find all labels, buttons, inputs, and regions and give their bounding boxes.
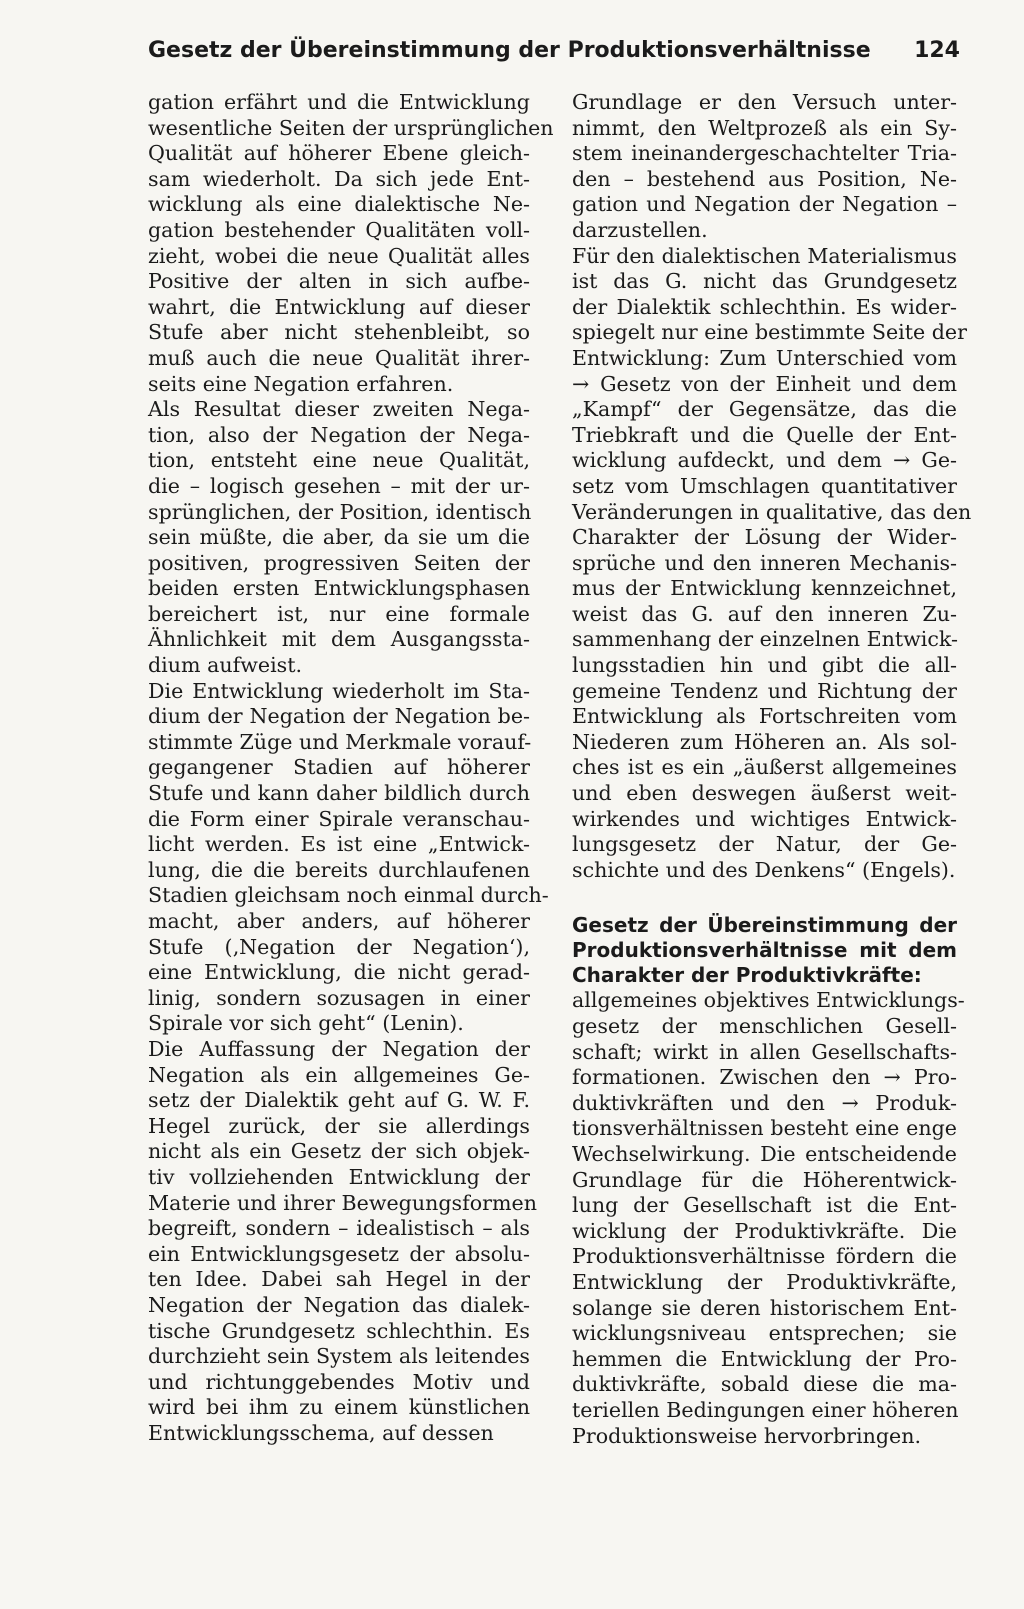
text-line: wicklung der Produktivkräfte. Die xyxy=(572,1218,957,1243)
text-line: solange sie deren historischem Ent- xyxy=(572,1295,957,1320)
text-line: setz der Dialektik geht auf G. W. F. xyxy=(148,1088,530,1113)
text-line: weist das G. auf den inneren Zu- xyxy=(572,601,957,626)
text-line: wicklung aufdeckt, und dem → Ge- xyxy=(572,448,957,473)
text-line: duktivkräften und den → Produk- xyxy=(572,1090,957,1115)
text-line: hemmen die Entwicklung der Pro- xyxy=(572,1346,957,1371)
text-line: wahrt, die Entwicklung auf dieser xyxy=(148,294,530,319)
text-line: die Form einer Spirale veranschau- xyxy=(148,806,530,831)
text-line: sammenhang der einzelnen Entwick- xyxy=(572,627,958,652)
text-line: wicklungsniveau entsprechen; sie xyxy=(572,1321,957,1346)
entry-heading-line: Produktionsverhältnisse mit dem xyxy=(572,938,957,963)
text-line: muß auch die neue Qualität ihrer- xyxy=(148,345,530,370)
text-line: wird bei ihm zu einem künstlichen xyxy=(148,1395,530,1420)
text-line: Veränderungen in qualitative, das den xyxy=(572,499,972,524)
text-line: licht werden. Es ist eine „Entwick- xyxy=(148,832,530,857)
text-line: gation und Negation der Negation – xyxy=(572,192,957,217)
text-line: ten Idee. Dabei sah Hegel in der xyxy=(148,1267,530,1292)
text-line: Stufe (‚Negation der Negation‘), xyxy=(148,934,530,959)
text-line: tionsverhältnissen besteht eine enge xyxy=(572,1116,957,1141)
text-line: seits eine Negation erfahren. xyxy=(148,371,454,396)
page-number: 124 xyxy=(914,38,960,63)
text-line: schaft; wirkt in allen Gesellschafts- xyxy=(572,1039,957,1064)
text-line: duktivkräfte, sobald diese die ma- xyxy=(572,1372,957,1397)
text-line: Grundlage er den Versuch unter- xyxy=(572,90,957,114)
text-line: gation erfährt und die Entwicklung xyxy=(148,90,530,114)
text-line: gegangener Stadien auf höherer xyxy=(148,755,530,780)
text-line: Positive der alten in sich aufbe- xyxy=(148,269,530,294)
right-column-text xyxy=(572,90,972,883)
text-line: Charakter der Lösung der Wider- xyxy=(572,525,957,550)
left-column xyxy=(148,90,554,1446)
text-line: den – bestehend aus Position, Ne- xyxy=(572,166,957,191)
text-line: linig, sondern sozusagen in einer xyxy=(148,985,530,1010)
text-line: darzustellen. xyxy=(572,217,708,242)
text-line: sam wiederholt. Da sich jede Ent- xyxy=(148,166,530,191)
text-line: ein Entwicklungsgesetz der absolu- xyxy=(148,1241,530,1266)
text-line: schichte und des Denkens“ (Engels). xyxy=(572,857,956,882)
text-line: Als Resultat dieser zweiten Nega- xyxy=(148,397,530,422)
text-line: Die Entwicklung wiederholt im Sta- xyxy=(148,678,530,703)
text-line: setz vom Umschlagen quantitativer xyxy=(572,473,957,498)
text-line: Materie und ihrer Bewegungsformen xyxy=(148,1190,537,1215)
text-line: wesentliche Seiten der ursprünglichen xyxy=(148,115,554,140)
text-line: zieht, wobei die neue Qualität alles xyxy=(148,243,530,268)
text-line: tische Grundgesetz schlechthin. Es xyxy=(148,1318,530,1343)
text-line: Produktionsweise hervorbringen. xyxy=(572,1423,922,1448)
text-line: Für den dialektischen Materialismus xyxy=(572,243,957,268)
text-line: „Kampf“ der Gegensätze, das die xyxy=(572,397,957,422)
text-line: wirkendes und wichtiges Entwick- xyxy=(572,806,957,831)
text-line: Stufe aber nicht stehenbleibt, so xyxy=(148,320,530,345)
text-line: sein müßte, die aber, da sie um die xyxy=(148,525,530,550)
text-line: dium der Negation der Negation be- xyxy=(148,704,530,729)
text-line: eine Entwicklung, die nicht gerad- xyxy=(148,960,530,985)
right-column xyxy=(572,90,972,1449)
text-line: Wechselwirkung. Die entscheidende xyxy=(572,1141,957,1166)
text-line: Spirale vor sich geht“ (Lenin). xyxy=(148,1011,464,1036)
text-line: Entwicklung: Zum Unterschied vom xyxy=(572,345,957,370)
left-column-text xyxy=(148,90,554,1446)
text-line: stem ineinandergeschachtelter Tria- xyxy=(572,141,957,166)
text-line: und richtunggebendes Motiv und xyxy=(148,1369,530,1394)
text-line: Produktionsverhältnisse fördern die xyxy=(572,1244,957,1269)
text-line: lungsstadien hin und gibt die all- xyxy=(572,653,957,678)
text-line: nicht als ein Gesetz der sich objek- xyxy=(148,1139,530,1164)
text-line: macht, aber anders, auf höherer xyxy=(148,909,530,933)
text-line: positiven, progressiven Seiten der xyxy=(148,550,530,575)
text-line: bereichert ist, nur eine formale xyxy=(148,601,530,626)
entry-heading-line: Charakter der Produktivkräfte: xyxy=(572,963,922,988)
text-line: lungsgesetz der Natur, der Ge- xyxy=(572,832,957,857)
text-line: Niederen zum Höheren an. Als sol- xyxy=(572,729,957,754)
text-line: sprüche und den inneren Mechanis- xyxy=(572,550,957,575)
text-line: lung, die die bereits durchlaufenen xyxy=(148,857,530,882)
text-line: Die Auffassung der Negation der xyxy=(148,1036,530,1061)
text-line: Entwicklungsschema, auf dessen xyxy=(148,1420,494,1445)
text-line: Entwicklung der Produktivkräfte, xyxy=(572,1269,957,1294)
text-line: durchzieht sein System als leitendes xyxy=(148,1344,530,1369)
text-line: sprünglichen, der Position, identisch xyxy=(148,499,532,524)
text-line: Qualität auf höherer Ebene gleich- xyxy=(148,141,530,166)
text-line: und eben deswegen äußerst weit- xyxy=(572,781,957,806)
text-line: spiegelt nur eine bestimmte Seite der xyxy=(572,320,967,345)
text-line: begreift, sondern – idealistisch – als xyxy=(148,1216,530,1241)
text-line: Stadien gleichsam noch einmal durch- xyxy=(148,883,549,908)
text-line: der Dialektik schlechthin. Es wider- xyxy=(572,294,957,319)
text-line: lung der Gesellschaft ist die Ent- xyxy=(572,1193,957,1218)
text-line: dium aufweist. xyxy=(148,653,303,678)
text-line: tiv vollziehenden Entwicklung der xyxy=(148,1164,530,1189)
text-line: Stufe und kann daher bildlich durch xyxy=(148,781,530,806)
text-line: Grundlage für die Höherentwick- xyxy=(572,1167,957,1192)
text-line: wicklung als eine dialektische Ne- xyxy=(148,192,530,217)
text-line: nimmt, den Weltprozeß als ein Sy- xyxy=(572,115,957,140)
text-line: Negation als ein allgemeines Ge- xyxy=(148,1062,530,1087)
text-line: teriellen Bedingungen einer höheren xyxy=(572,1397,959,1422)
text-line: Hegel zurück, der sie allerdings xyxy=(148,1113,530,1138)
text-line: ist das G. nicht das Grundgesetz xyxy=(572,269,957,294)
text-line: Negation der Negation das dialek- xyxy=(148,1292,530,1317)
text-line: → Gesetz von der Einheit und dem xyxy=(572,371,957,396)
text-line: formationen. Zwischen den → Pro- xyxy=(572,1065,957,1090)
text-line: gation bestehender Qualitäten voll- xyxy=(148,217,530,242)
text-line: tion, entsteht eine neue Qualität, xyxy=(148,448,530,473)
text-line: Entwicklung als Fortschreiten vom xyxy=(572,704,957,729)
text-line: tion, also der Negation der Nega- xyxy=(148,422,530,447)
text-line: allgemeines objektives Entwicklungs- xyxy=(572,988,965,1013)
text-line: ches ist es ein „äußerst allgemeines xyxy=(572,755,957,780)
entry-body xyxy=(572,988,965,1449)
text-line: stimmte Züge und Merkmale vorauf- xyxy=(148,729,532,754)
text-line: Triebkraft und die Quelle der Ent- xyxy=(572,422,957,447)
text-line: die – logisch gesehen – mit der ur- xyxy=(148,473,530,498)
text-line: Ähnlichkeit mit dem Ausgangssta- xyxy=(148,627,530,652)
entry-heading xyxy=(572,913,957,988)
text-line: mus der Entwicklung kennzeichnet, xyxy=(572,576,957,601)
running-header xyxy=(148,38,960,78)
entry-heading-line: Gesetz der Übereinstimmung der xyxy=(572,913,957,938)
running-head-title: Gesetz der Übereinstimmung der Produktionsverhältnisse xyxy=(148,38,871,63)
text-line: gesetz der menschlichen Gesell- xyxy=(572,1014,957,1038)
text-line: gemeine Tendenz und Richtung der xyxy=(572,678,957,703)
text-line: beiden ersten Entwicklungsphasen xyxy=(148,576,530,601)
